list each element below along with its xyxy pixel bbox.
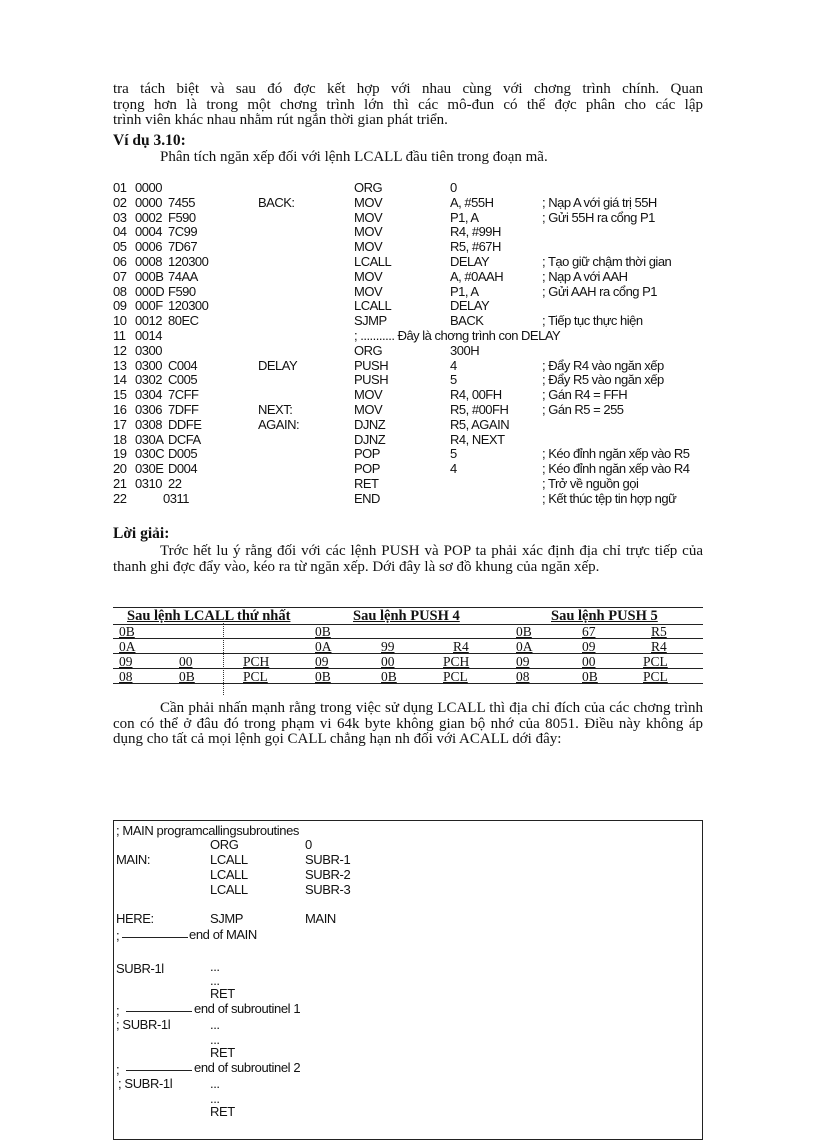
stack-cell: 99 <box>381 639 395 654</box>
box-call3-operand: SUBR-3 <box>305 882 351 897</box>
box-call3-mnemonic: LCALL <box>210 882 248 897</box>
stack-cell: 0A <box>119 639 136 654</box>
stack-cell: 0B <box>119 624 135 639</box>
intro-line-2: trọng hơn là trong một chơng trình lớn thì các mô-đun có thể đợc phân cho các lập <box>113 96 703 113</box>
box-subr2-dots: ... <box>210 1017 220 1032</box>
box-subr2-ret: RET <box>210 1045 235 1060</box>
main-program-box <box>113 820 703 1140</box>
box-subr3-ret: RET <box>210 1104 235 1119</box>
solution-text: Trớc hết lu ý rằng đối với các lệnh PUSH và POP ta phải xác định địa chỉ trực tiếp của thanh ghi đợc đẩy vào, kéo ra từ ngăn xếp. Dới đây là sơ đồ khung của ngăn xếp. <box>113 543 703 575</box>
box-here-mnemonic: SJMP <box>210 911 244 926</box>
box-subr1-dots: ... <box>210 959 220 974</box>
stack-cell: 09 <box>582 639 596 654</box>
stack-cell: 0B <box>315 624 331 639</box>
stack-cell: 0B <box>315 669 331 684</box>
box-subr1-label: SUBR-1l <box>116 961 164 976</box>
box-subr2-label: ; SUBR-1l <box>116 1017 171 1032</box>
box-call1-mnemonic: LCALL <box>210 852 248 867</box>
box-subr1-ret: RET <box>210 986 235 1001</box>
box-org-operand: 0 <box>305 837 312 852</box>
box-subr1-dots: ... <box>210 973 220 988</box>
stack-cell: 09 <box>119 654 133 669</box>
box-subr3-dots: ... <box>210 1091 220 1106</box>
stack-cell: 0B <box>381 669 397 684</box>
box-call2-mnemonic: LCALL <box>210 867 248 882</box>
box-rule <box>126 1011 192 1012</box>
stack-cell: R4 <box>453 639 469 654</box>
box-end-sub1: end of subroutinel 1 <box>194 1001 301 1016</box>
box-subr3-dots: ... <box>210 1076 220 1091</box>
stack-cell: R4 <box>651 639 667 654</box>
stack-cell: PCL <box>643 654 668 669</box>
stack-cell: 09 <box>315 654 329 669</box>
box-call1-operand: SUBR-1 <box>305 852 351 867</box>
intro-line-1: tra tách biệt và sau đó đợc kết hợp với nhau cùng với chơng trình chính. Quan <box>113 81 703 97</box>
stack-cell: 00 <box>381 654 395 669</box>
stack-cell: 0B <box>516 624 532 639</box>
stack-cell: 0B <box>582 669 598 684</box>
stack-cell: 0B <box>179 669 195 684</box>
stack-cell: R5 <box>651 624 667 639</box>
stack-cell: PCL <box>243 669 268 684</box>
stack-cell: 09 <box>516 654 530 669</box>
box-subr2-dots: ... <box>210 1032 220 1047</box>
box-call2-operand: SUBR-2 <box>305 867 351 882</box>
box-semicolon: ; <box>116 1062 120 1077</box>
stack-divider <box>223 623 224 695</box>
intro-paragraph <box>113 82 703 129</box>
stack-cell: 08 <box>119 669 133 684</box>
box-main-label: MAIN: <box>116 852 151 867</box>
solution-title: Lời giải: <box>113 525 170 542</box>
stack-header-push5: Sau lệnh PUSH 5 <box>551 608 658 624</box>
box-subr3-label: ; SUBR-1l <box>118 1076 173 1091</box>
box-rule <box>126 1070 192 1071</box>
stack-cell: 08 <box>516 669 530 684</box>
stack-cell: PCH <box>443 654 470 669</box>
box-semicolon: ; <box>116 1003 120 1018</box>
stack-cell: 00 <box>179 654 193 669</box>
stack-header-lcall: Sau lệnh LCALL thứ nhất <box>127 608 291 624</box>
stack-cell: 67 <box>582 624 596 639</box>
box-org-mnemonic: ORG <box>210 837 239 852</box>
example-title: Ví dụ 3.10: <box>113 132 186 149</box>
stack-cell: 0A <box>315 639 332 654</box>
box-header: ; MAIN programcallingsubroutines <box>116 823 300 838</box>
intro-line-3: trình viên khác nhau nhằm rút ngắn thời gian phát triển. <box>113 112 448 128</box>
stack-cell: PCL <box>443 669 468 684</box>
stack-cell: 00 <box>582 654 596 669</box>
box-semicolon: ; <box>116 928 120 943</box>
stack-cell: PCL <box>643 669 668 684</box>
stack-cell: 0A <box>516 639 533 654</box>
stack-cell: PCH <box>243 654 270 669</box>
box-here-label: HERE: <box>116 911 154 926</box>
box-here-operand: MAIN <box>305 911 336 926</box>
box-end-main: end of MAIN <box>189 927 257 942</box>
example-description: Phân tích ngăn xếp đối với lệnh LCALL đầu tiên trong đoạn mã. <box>160 149 548 165</box>
box-rule <box>122 937 188 938</box>
stack-header-push4: Sau lệnh PUSH 4 <box>353 608 460 624</box>
box-end-sub2: end of subroutinel 2 <box>194 1060 301 1075</box>
emphasis-paragraph: Cần phải nhấn mạnh rằng trong việc sử dụng LCALL thì địa chỉ đích của các chơng trình con có thể ở đâu đó trong phạm vi 64k byte không gian bộ nhớ của 8051. Điều này không áp dụng cho tất cả mọi lệnh gọi CALL chẳng hạn nh đối với ACALL dới đây: <box>113 700 703 747</box>
